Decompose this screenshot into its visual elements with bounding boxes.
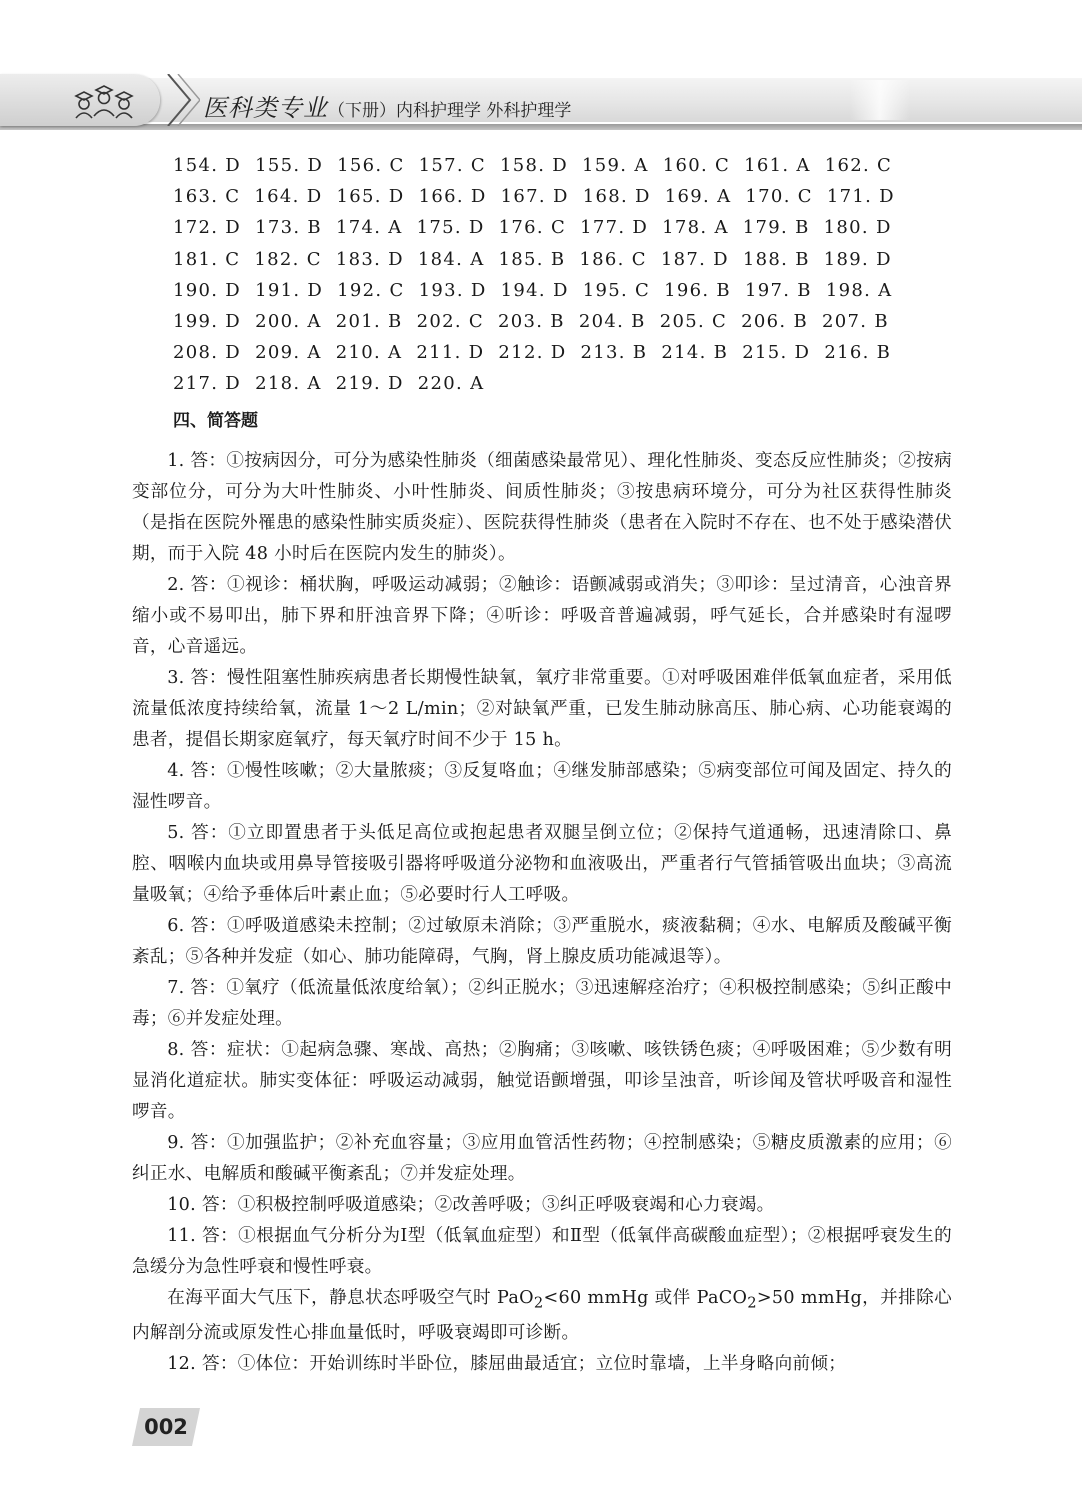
page-body bbox=[132, 150, 952, 1380]
answer-row: 199. D 200. A 201. B 202. C 203. B 204. B 205. C 206. B 207. B bbox=[173, 310, 889, 332]
answer-paragraph-6: 6. 答：①呼吸道感染未控制；②过敏原未消除；③严重脱水，痰液黏稠；④水、电解质及酸碱平衡紊乱；⑤各种并发症（如心、肺功能障碍，气胸，肾上腺皮质功能减退等）。 bbox=[132, 915, 952, 967]
diagnosis-text-c: >50 mmHg，并排除心内解剖分流或原发性心排血量低时，呼吸衰竭即可诊断。 bbox=[132, 1287, 952, 1344]
answer-paragraph-11: 11. 答：①根据血气分析分为Ⅰ型（低氧血症型）和Ⅱ型（低氧伴高碳酸血症型）；②根据呼衰发生的急缓分为急性呼衰和慢性呼衰。 bbox=[132, 1225, 952, 1277]
header-title-subjects: 内科护理学 外科护理学 bbox=[396, 101, 572, 121]
diagnosis-text-a: 在海平面大气压下，静息状态呼吸空气时 PaO bbox=[167, 1287, 534, 1308]
answer-row: 154. D 155. D 156. C 157. C 158. D 159. A 160. C 161. A 162. C bbox=[173, 155, 893, 176]
header-title-main: 医科类专业 bbox=[203, 94, 328, 122]
answer-paragraph-4: 4. 答：①慢性咳嗽；②大量脓痰；③反复咯血；④继发肺部感染；⑤病变部位可闻及固定、持久的湿性啰音。 bbox=[132, 760, 952, 812]
page-number: 002 bbox=[144, 1415, 188, 1439]
answer-paragraph-8: 8. 答：症状：①起病急骤、寒战、高热；②胸痛；③咳嗽、咳铁锈色痰；④呼吸困难；⑤少数有明显消化道症状。肺实变体征：呼吸运动减弱，触觉语颤增强，叩诊呈浊音，听诊闻及管状呼吸音和湿性啰音。 bbox=[132, 1039, 952, 1122]
header-decoration bbox=[850, 80, 910, 120]
section-heading: 四、简答题 bbox=[173, 410, 258, 431]
diagnosis-text-b: <60 mmHg 或伴 PaCO bbox=[543, 1287, 748, 1308]
answer-row: 163. C 164. D 165. D 166. D 167. D 168. D 169. A 170. C 171. D bbox=[173, 186, 895, 208]
logo-tab bbox=[0, 74, 160, 126]
answer-row: 172. D 173. B 174. A 175. D 176. C 177. D 178. A 179. B 180. D bbox=[173, 217, 892, 239]
answer-paragraph-9: 9. 答：①加强监护；②补充血容量；③应用血管活性药物；④控制感染；⑤糖皮质激素的应用；⑥纠正水、电解质和酸碱平衡紊乱；⑦并发症处理。 bbox=[132, 1132, 952, 1184]
answer-row: 208. D 209. A 210. A 211. D 212. D 213. B 214. B 215. D 216. B bbox=[173, 342, 892, 364]
answer-paragraph-11-diagnosis bbox=[132, 1283, 952, 1350]
answer-paragraph-5: 5. 答：①立即置患者于头低足高位或抱起患者双腿呈倒立位；②保持气道通畅，迅速清除口、鼻腔、咽喉内血块或用鼻导管接吸引器将呼吸道分泌物和血液吸出，严重者行气管插管吸出血块；③高流量吸氧；④给予垂体后叶素止血；⑤必要时行人工呼吸。 bbox=[132, 822, 952, 905]
answer-paragraph-10: 10. 答：①积极控制呼吸道感染；②改善呼吸；③纠正呼吸衰竭和心力衰竭。 bbox=[167, 1194, 775, 1215]
answer-row: 217. D 218. A 219. D 220. A bbox=[173, 373, 485, 395]
answer-paragraph-3: 3. 答：慢性阻塞性肺疾病患者长期慢性缺氧，氧疗非常重要。①对呼吸困难伴低氧血症者，采用低流量低浓度持续给氧，流量 1～2 L/min；②对缺氧严重，已发生肺动脉高压、肺心病、心功能衰竭的患者，提倡长期家庭氧疗，每天氧疗时间不少于 15 h。 bbox=[132, 667, 952, 750]
answer-paragraph-2: 2. 答：①视诊：桶状胸，呼吸运动减弱；②触诊：语颤减弱或消失；③叩诊：呈过清音，心浊音界缩小或不易叩出，肺下界和肝浊音界下降；④听诊：呼吸音普遍减弱，呼气延长，合并感染时有湿啰音，心音遥远。 bbox=[132, 574, 952, 657]
answer-paragraph-7: 7. 答：①氧疗（低流量低浓度给氧）；②纠正脱水；③迅速解痉治疗；④积极控制感染；⑤纠正酸中毒；⑥并发症处理。 bbox=[132, 977, 952, 1029]
graduates-logo-icon bbox=[72, 82, 136, 120]
answer-paragraph-12: 12. 答：①体位：开始训练时半卧位，膝屈曲最适宜；立位时靠墙，上半身略向前倾； bbox=[167, 1354, 847, 1375]
answer-row: 181. C 182. C 183. D 184. A 185. B 186. C 187. D 188. B 189. D bbox=[173, 248, 892, 270]
running-header bbox=[0, 74, 1082, 134]
answer-row: 190. D 191. D 192. C 193. D 194. D 195. C 196. B 197. B 198. A bbox=[173, 279, 893, 301]
subscript-2: 2 bbox=[747, 1294, 757, 1312]
answer-paragraph-1: 1. 答：①按病因分，可分为感染性肺炎（细菌感染最常见）、理化性肺炎、变态反应性肺炎；②按病变部位分，可分为大叶性肺炎、小叶性肺炎、间质性肺炎；③按患病环境分，可分为社区获得性肺炎（是指在医院外罹患的感染性肺实质炎症）、医院获得性肺炎（患者在入院时不存在、也不处于感染潜伏期，而于入院 48 小时后在医院内发生的肺炎）。 bbox=[132, 450, 952, 564]
subscript-2: 2 bbox=[533, 1294, 544, 1312]
header-title-volume: （下册） bbox=[328, 101, 396, 121]
header-title bbox=[203, 88, 571, 123]
header-divider-icon bbox=[166, 74, 200, 126]
header-rule bbox=[0, 124, 1082, 130]
